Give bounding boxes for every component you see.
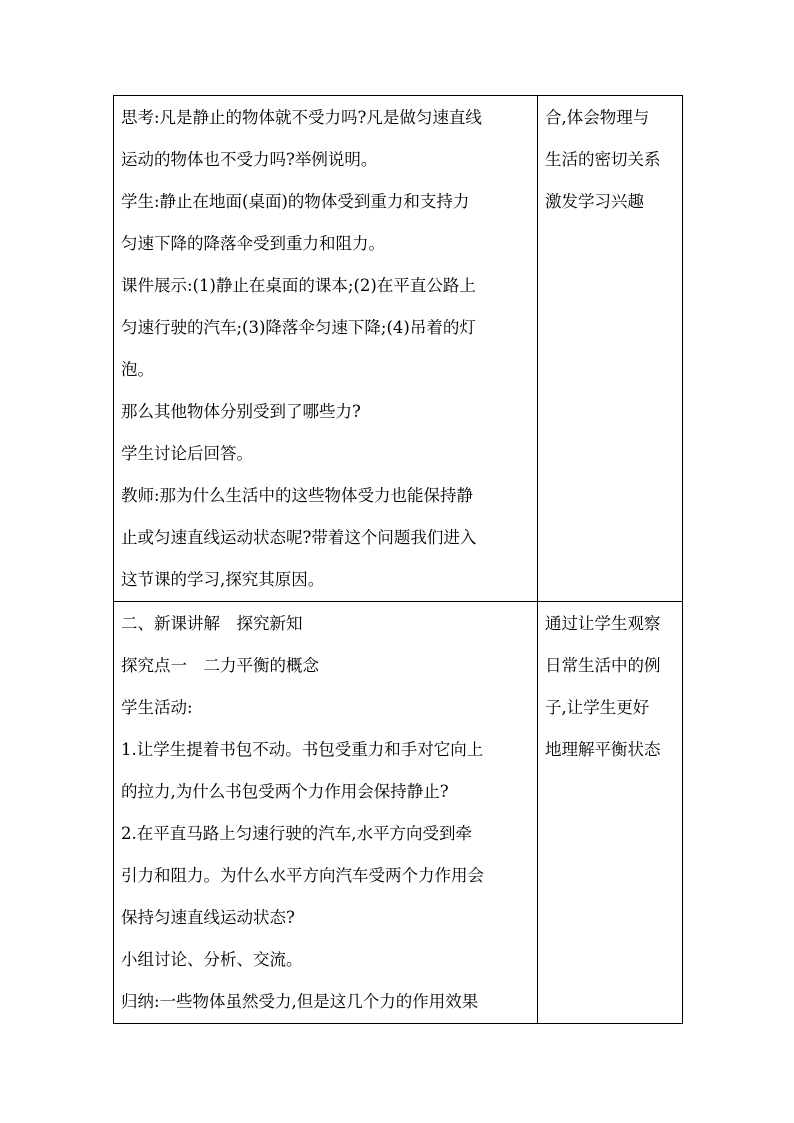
text-line: 归纳:一些物体虽然受力,但是这几个力的作用效果	[121, 992, 479, 1011]
text-line: 泡。	[121, 360, 154, 379]
text-line: 保持匀速直线运动状态?	[121, 908, 295, 927]
lesson-plan-table	[113, 95, 683, 1024]
design-intent-cell	[538, 96, 683, 602]
section-heading: 二、新课讲解 探究新知	[121, 614, 303, 633]
text-line: 生活的密切关系	[545, 150, 661, 169]
text-line: 思考:凡是静止的物体就不受力吗?凡是做匀速直线	[121, 108, 482, 127]
text-line: 日常生活中的例	[545, 656, 661, 675]
text-line: 学生活动:	[121, 698, 193, 717]
text-line: 教师:那为什么生活中的这些物体受力也能保持静	[121, 486, 474, 505]
teaching-process-cell	[114, 96, 538, 602]
text-line: 那么其他物体分别受到了哪些力?	[121, 402, 361, 421]
text-line: 引力和阻力。为什么水平方向汽车受两个力作用会	[121, 866, 484, 885]
text-line: 匀速行驶的汽车;(3)降落伞匀速下降;(4)吊着的灯	[121, 318, 476, 337]
table-row	[114, 96, 683, 602]
text-line: 小组讨论、分析、交流。	[121, 950, 303, 969]
design-intent-cell	[538, 602, 683, 1024]
text-line: 的拉力,为什么书包受两个力作用会保持静止?	[121, 782, 449, 801]
text-line: 这节课的学习,探究其原因。	[121, 570, 325, 589]
subsection-heading: 探究点一 二力平衡的概念	[121, 656, 319, 675]
text-line: 合,体会物理与	[545, 108, 650, 127]
text-line: 匀速下降的降落伞受到重力和阻力。	[121, 234, 385, 253]
text-line: 学生讨论后回答。	[121, 444, 253, 463]
text-line: 激发学习兴趣	[545, 192, 644, 211]
text-line: 地理解平衡状态	[545, 740, 661, 759]
text-line: 2.在平直马路上匀速行驶的汽车,水平方向受到牵	[121, 824, 472, 843]
text-line: 子,让学生更好	[545, 698, 650, 717]
text-line: 通过让学生观察	[545, 614, 661, 633]
table-row	[114, 602, 683, 1024]
text-line: 1.让学生提着书包不动。书包受重力和手对它向上	[121, 740, 484, 759]
text-line: 运动的物体也不受力吗?举例说明。	[121, 150, 378, 169]
text-line: 止或匀速直线运动状态呢?带着这个问题我们进入	[121, 528, 477, 547]
teaching-process-cell	[114, 602, 538, 1024]
text-line: 课件展示:(1)静止在桌面的课本;(2)在平直公路上	[121, 276, 476, 295]
text-line: 学生:静止在地面(桌面)的物体受到重力和支持力	[121, 192, 470, 211]
